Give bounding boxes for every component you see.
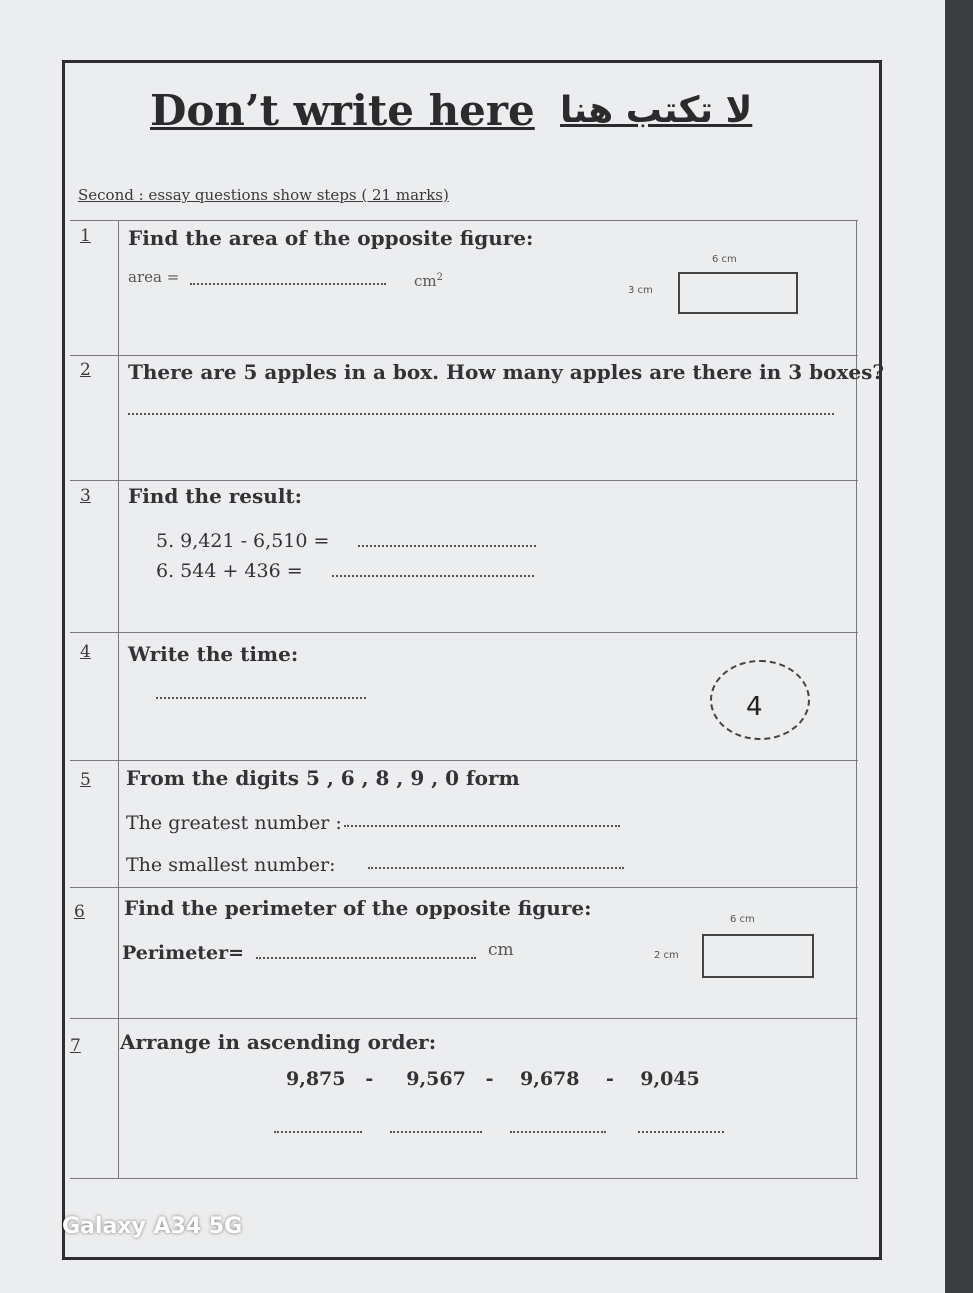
- answer-blank[interactable]: [638, 1130, 724, 1133]
- numbers-to-order: 9,875 - 9,567 - 9,678 - 9,045: [286, 1068, 700, 1090]
- row-divider: [70, 632, 858, 633]
- answer-label: Perimeter=: [122, 942, 245, 964]
- column-divider: [118, 220, 119, 1178]
- answer-label: area =: [128, 268, 180, 286]
- answer-blank[interactable]: [368, 866, 624, 869]
- answer-blank[interactable]: [510, 1130, 606, 1133]
- answer-blank[interactable]: [256, 956, 476, 959]
- question-number: 3: [80, 486, 91, 506]
- calculation-item: 6. 544 + 436 =: [156, 560, 303, 582]
- table-border-top: [70, 220, 858, 221]
- answer-blank[interactable]: [390, 1130, 482, 1133]
- question-number: 7: [70, 1036, 81, 1056]
- unit-label: $cm^2$: [414, 272, 443, 290]
- answer-blank[interactable]: [358, 544, 536, 547]
- question-prompt: From the digits 5 , 6 , 8 , 9 , 0 form: [126, 766, 520, 790]
- row-divider: [70, 355, 858, 356]
- clock-hand-icon: 4: [746, 692, 763, 722]
- figure-width-label: 6 cm: [730, 914, 755, 925]
- answer-blank[interactable]: [332, 574, 534, 577]
- question-prompt: Find the area of the opposite figure:: [128, 226, 534, 250]
- unit-label: cm: [488, 940, 514, 960]
- background-desk: [945, 0, 973, 1293]
- answer-blank[interactable]: [190, 282, 386, 285]
- row-divider: [70, 480, 858, 481]
- row-divider: [70, 1018, 858, 1019]
- camera-watermark: Galaxy A34 5G: [62, 1214, 243, 1239]
- greatest-number-label: The greatest number :: [126, 812, 342, 834]
- figure-height-label: 2 cm: [654, 950, 679, 961]
- page-title: Don’t write here: [150, 86, 535, 135]
- calculation-item: 5. 9,421 - 6,510 =: [156, 530, 330, 552]
- question-prompt: There are 5 apples in a box. How many apples are there in 3 boxes?: [128, 360, 885, 384]
- smallest-number-label: The smallest number:: [126, 854, 336, 876]
- figure-width-label: 6 cm: [712, 254, 737, 265]
- question-prompt: Write the time:: [128, 642, 299, 666]
- section-heading: Second : essay questions show steps ( 21 marks): [78, 186, 449, 204]
- answer-blank[interactable]: [156, 696, 366, 699]
- question-number: 6: [74, 902, 85, 922]
- table-border-bottom: [70, 1178, 858, 1179]
- figure-height-label: 3 cm: [628, 285, 653, 296]
- row-divider: [70, 887, 858, 888]
- question-prompt: Find the perimeter of the opposite figure:: [124, 896, 592, 920]
- rectangle-figure: [678, 272, 798, 314]
- question-prompt: Find the result:: [128, 484, 303, 508]
- question-number: 2: [80, 360, 91, 380]
- question-number: 5: [80, 770, 91, 790]
- answer-blank[interactable]: [344, 824, 620, 827]
- rectangle-figure: [702, 934, 814, 978]
- row-divider: [70, 760, 858, 761]
- page-title-arabic: لا تكتب هنا: [560, 90, 753, 131]
- question-prompt: Arrange in ascending order:: [120, 1030, 437, 1054]
- answer-blank[interactable]: [128, 412, 834, 415]
- question-number: 1: [80, 226, 91, 246]
- question-number: 4: [80, 642, 91, 662]
- answer-blank[interactable]: [274, 1130, 362, 1133]
